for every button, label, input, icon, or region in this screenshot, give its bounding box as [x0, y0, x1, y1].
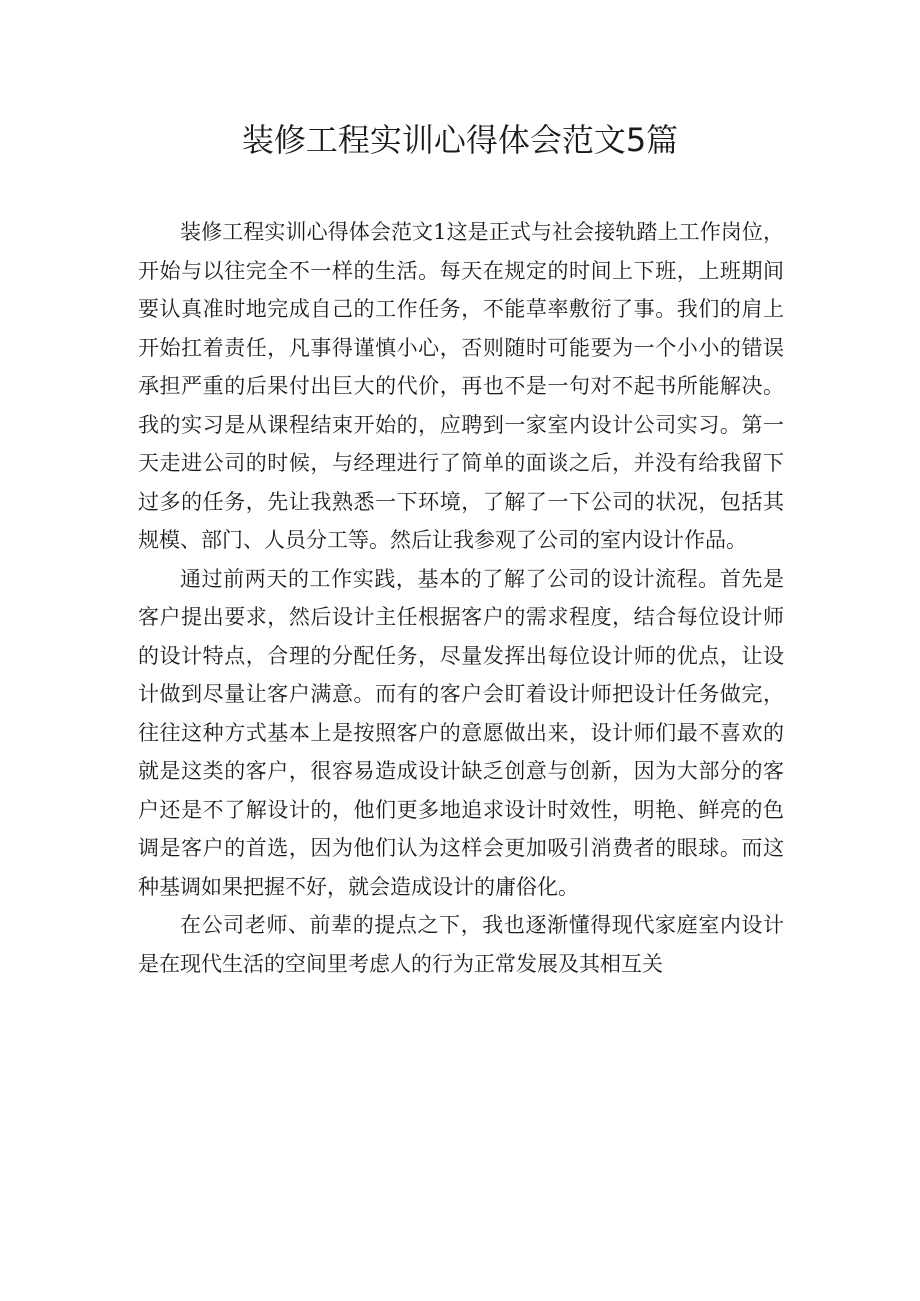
document-title: 装修工程实训心得体会范文5篇	[241, 121, 679, 159]
paragraph-2: 通过前两天的工作实践，基本的了解了公司的设计流程。首先是客户提出要求，然后设计主任根据客户的需求程度，结合每位设计师的设计特点，合理的分配任务，尽量发挥出每位设计师的优点，让设计做到尽量让客户满意。而有的客户会盯着设计师把设计任务做完，往往这种方式基本上是按照客户的意愿做出来，设计师们最不喜欢的就是这类的客户，很容易造成设计缺乏创意与创新，因为大部分的客户还是不了解设计的，他们更多地追求设计时效性，明艳、鲜亮的色调是客户的首选，因为他们认为这样会更加吸引消费者的眼球。而这种基调如果把握不好，就会造成设计的庸俗化。	[138, 566, 784, 899]
paragraph-3: 在公司老师、前辈的提点之下，我也逐渐懂得现代家庭室内设计是在现代生活的空间里考虑人的行为正常发展及其相互关	[138, 913, 784, 976]
paragraph-1: 装修工程实训心得体会范文1这是正式与社会接轨踏上工作岗位，开始与以往完全不一样的生活。每天在规定的时间上下班，上班期间要认真准时地完成自己的工作任务，不能草率敷衍了事。我们的肩上开始扛着责任，凡事得谨慎小心，否则随时可能要为一个小小的错误承担严重的后果付出巨大的代价，再也不是一句对不起书所能解决。我的实习是从课程结束开始的，应聘到一家室内设计公司实习。第一天走进公司的时候，与经理进行了简单的面谈之后，并没有给我留下过多的任务，先让我熟悉一下环境，了解了一下公司的状况，包括其规模、部门、人员分工等。然后让我参观了公司的室内设计作品。	[138, 220, 784, 552]
document-body	[138, 213, 784, 983]
